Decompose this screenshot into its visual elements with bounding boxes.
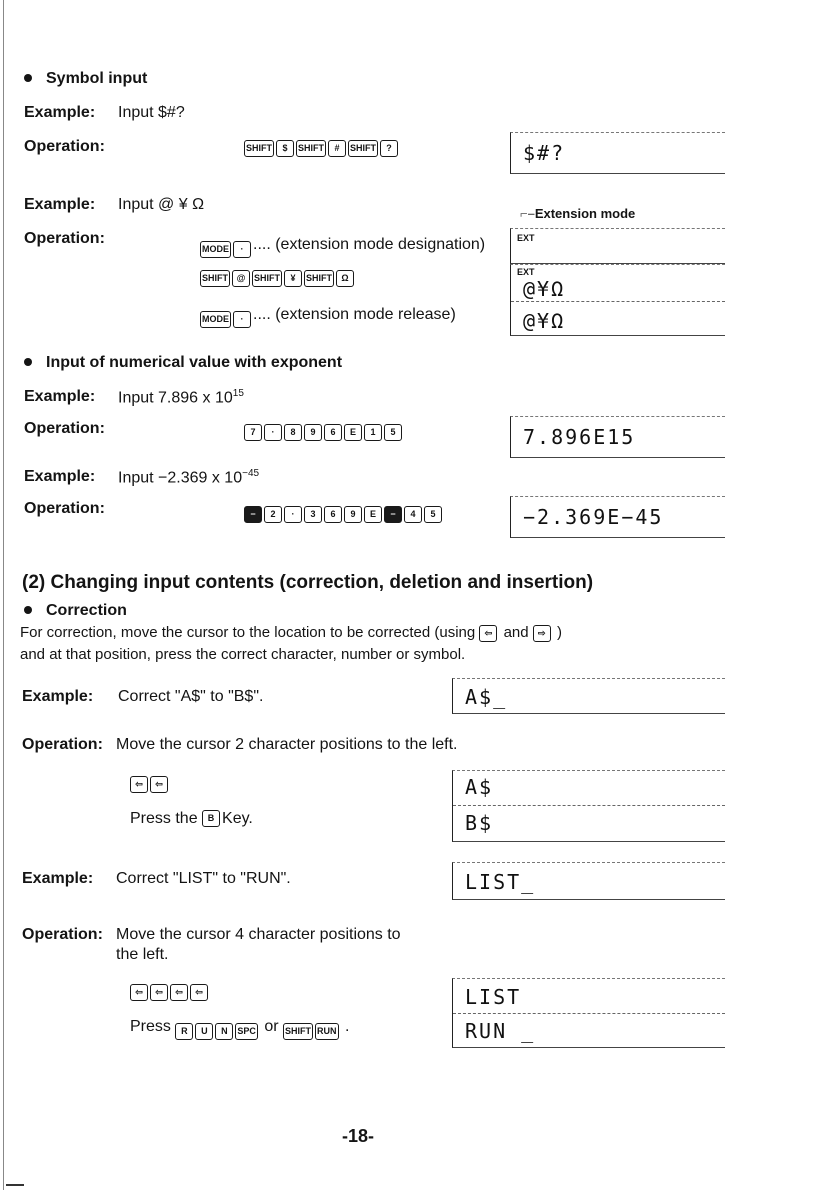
example-text: Input @ ¥ Ω (118, 196, 205, 213)
lcd-display (510, 228, 725, 264)
key-shift: SHIFT (252, 270, 282, 287)
correction-heading: Correction (24, 602, 127, 620)
key-sequence (244, 506, 444, 523)
cursor-right-key: ⇨ (533, 625, 551, 642)
ext-indicator: EXT (517, 233, 535, 243)
key-shift: SHIFT (244, 140, 274, 157)
bullet-icon (24, 74, 32, 82)
example-text: Correct "A$" to "B$". (118, 688, 264, 705)
operation-label: Operation: (24, 230, 105, 247)
op-line-text: .... (extension mode release) (253, 306, 456, 323)
key-mode: MODE (200, 241, 231, 258)
key-glyph: 8 (284, 424, 302, 441)
operation-label: Operation: (22, 736, 103, 753)
key-glyph: @ (232, 270, 250, 287)
key-glyph: 6 (324, 424, 342, 441)
display-text: RUN _ (465, 1019, 536, 1043)
key-glyph: ⇦ (150, 776, 168, 793)
operation-label: Operation: (24, 500, 105, 517)
key-mode: MODE (200, 311, 231, 328)
key-shift: SHIFT (296, 140, 326, 157)
key-glyph: 3 (304, 506, 322, 523)
key-glyph: 9 (304, 424, 322, 441)
example-label: Example: (22, 870, 94, 887)
key-glyph: U (195, 1023, 213, 1040)
key-glyph: − (244, 506, 262, 523)
display-text: −2.369E−45 (523, 505, 664, 529)
display-text: A$ (465, 775, 494, 799)
lcd-display (510, 496, 725, 538)
operation-text: Move the cursor 4 character positions to (116, 926, 401, 943)
lcd-display (510, 132, 725, 174)
key-glyph: E (344, 424, 362, 441)
key-sequence (244, 424, 404, 441)
key-glyph: − (384, 506, 402, 523)
key-glyph: · (233, 311, 251, 328)
key-glyph: N (215, 1023, 233, 1040)
key-sequence (130, 984, 210, 1001)
key-shift: SHIFT (283, 1023, 313, 1040)
lcd-display (510, 264, 725, 336)
key-glyph: 1 (364, 424, 382, 441)
lcd-display (452, 678, 725, 714)
op-line-text: .... (extension mode designation) (253, 236, 486, 253)
key-sequence (244, 140, 400, 157)
display-text: @¥Ω (523, 277, 566, 301)
key-glyph: 5 (384, 424, 402, 441)
lcd-display (452, 862, 725, 900)
operation-text: the left. (116, 946, 169, 963)
key-glyph: ⇦ (150, 984, 168, 1001)
key-glyph: 5 (424, 506, 442, 523)
b-key: B (202, 810, 220, 827)
display-text: LIST_ (465, 870, 536, 894)
key-run: RUN (315, 1023, 339, 1040)
paragraph-line: For correction, move the cursor to the location to be corrected (using ⇦ and ⇨ ) (20, 624, 562, 641)
operation-label: Operation: (24, 138, 105, 155)
operation-label: Operation: (24, 420, 105, 437)
page-number: -18- (342, 1126, 375, 1146)
key-glyph: 9 (344, 506, 362, 523)
display-text: LIST (465, 985, 522, 1009)
example-text: Input −2.369 x $10^{-45}$ (118, 468, 260, 487)
display-text: A$_ (465, 685, 508, 709)
example-label: Example: (24, 388, 96, 405)
key-glyph: # (328, 140, 346, 157)
bullet-icon (24, 358, 32, 366)
example-label: Example: (22, 688, 94, 705)
key-spc: SPC (235, 1023, 258, 1040)
page-edge-line (3, 0, 4, 1190)
key-glyph: · (284, 506, 302, 523)
press-instruction: Press the B Key. (130, 810, 253, 827)
example-label: Example: (24, 468, 96, 485)
key-glyph: ¥ (284, 270, 302, 287)
key-glyph: · (233, 241, 251, 258)
key-glyph: ⇦ (190, 984, 208, 1001)
display-text: B$ (465, 811, 494, 835)
example-label: Example: (24, 196, 96, 213)
key-glyph: ⇦ (130, 984, 148, 1001)
display-text: $#? (523, 141, 566, 165)
key-glyph: · (264, 424, 282, 441)
op-line-mode-release (200, 306, 456, 328)
display-text: @¥Ω (523, 309, 566, 333)
key-glyph: E (364, 506, 382, 523)
key-glyph: 4 (404, 506, 422, 523)
key-glyph: 2 (264, 506, 282, 523)
key-glyph: ⇦ (170, 984, 188, 1001)
lcd-display (510, 416, 725, 458)
section-heading: (2) Changing input contents (correction, deletion and insertion) (22, 572, 594, 593)
example-text: Input $#? (118, 104, 185, 121)
operation-text: Move the cursor 2 character positions to the left. (116, 736, 458, 753)
key-glyph: ? (380, 140, 398, 157)
lcd-display (452, 978, 725, 1048)
key-glyph: Ω (336, 270, 354, 287)
example-label: Example: (24, 104, 96, 121)
operation-label: Operation: (22, 926, 103, 943)
cursor-left-key: ⇦ (479, 625, 497, 642)
key-glyph: R (175, 1023, 193, 1040)
key-shift: SHIFT (304, 270, 334, 287)
display-text: 7.896E15 (523, 425, 636, 449)
key-glyph: 6 (324, 506, 342, 523)
key-glyph: ⇦ (130, 776, 148, 793)
example-text: Input 7.896 x $10^{15}$ (118, 388, 244, 407)
key-sequence (130, 776, 170, 793)
numerical-heading: Input of numerical value with exponent (24, 354, 342, 372)
key-glyph: 7 (244, 424, 262, 441)
extension-mode-caption: ⌐–Extension mode (520, 206, 636, 221)
symbol-input-heading: Symbol input (24, 70, 147, 88)
key-glyph: $ (276, 140, 294, 157)
paragraph-line: and at that position, press the correct character, number or symbol. (20, 646, 466, 663)
ext-indicator: EXT (517, 267, 535, 277)
op-line-mode-designation (200, 236, 485, 258)
example-text: Correct "LIST" to "RUN". (116, 870, 291, 887)
corner-mark (6, 1184, 24, 1186)
key-shift: SHIFT (200, 270, 230, 287)
bullet-icon (24, 606, 32, 614)
key-sequence (200, 270, 356, 287)
lcd-display (452, 770, 725, 842)
key-shift: SHIFT (348, 140, 378, 157)
press-instruction: Press R U N SPC or SHIFT RUN . (130, 1018, 349, 1040)
